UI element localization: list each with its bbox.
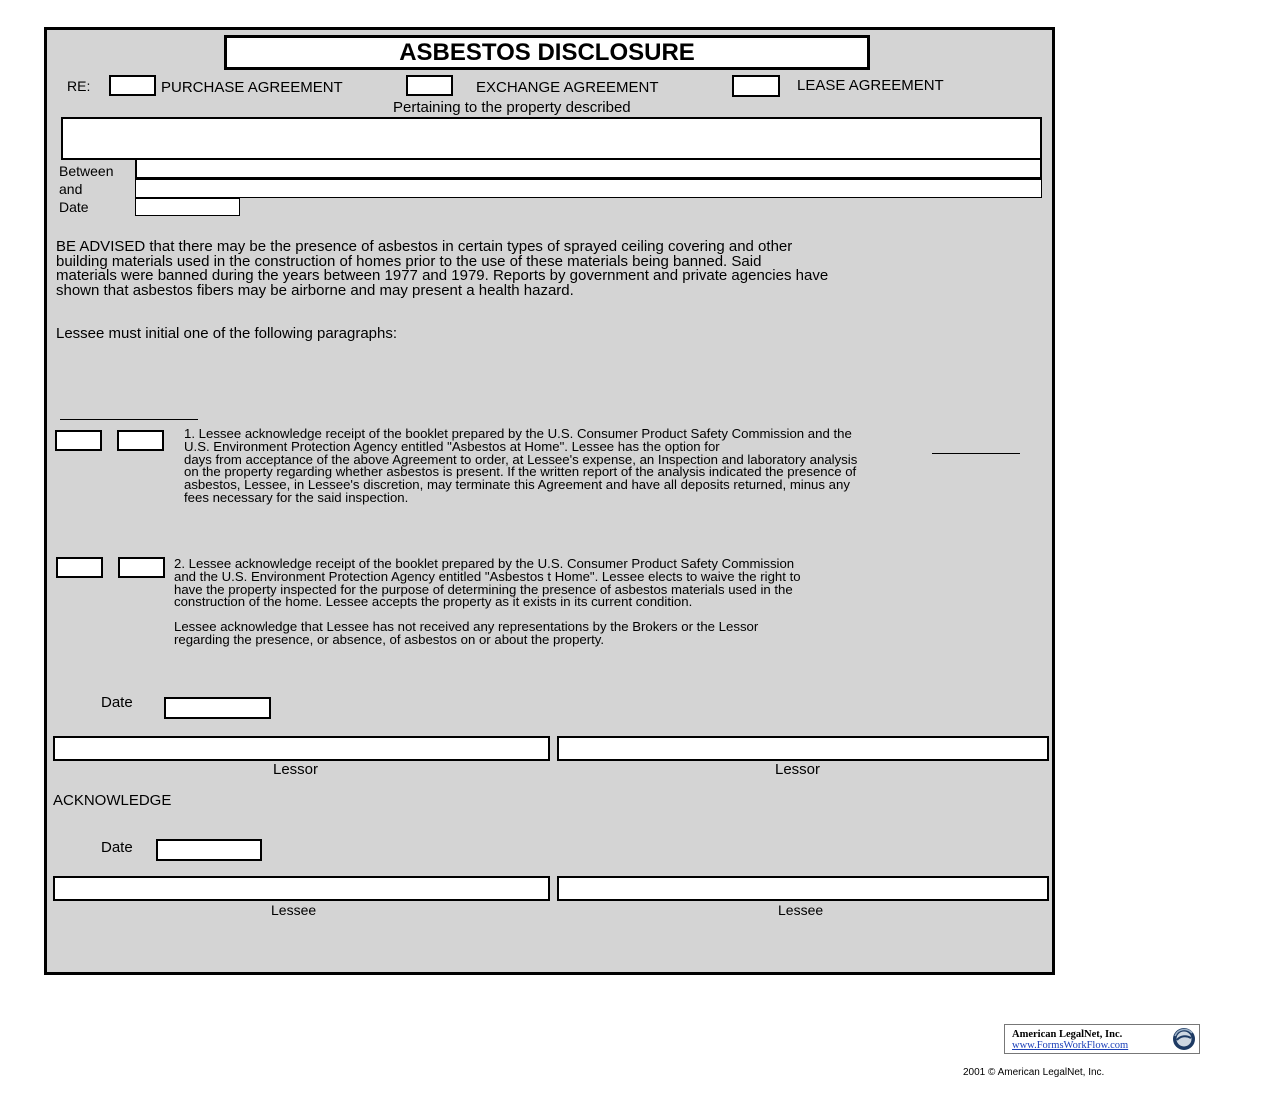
lessee-date-label: Date	[101, 839, 133, 856]
lessor-date-label: Date	[101, 694, 133, 711]
divider-line	[60, 419, 198, 420]
lessee-signature-field-2[interactable]	[557, 876, 1049, 901]
lessee-signature-field-1[interactable]	[53, 876, 550, 901]
paragraph-2-initial-box-a[interactable]	[56, 557, 103, 578]
brand-url-link[interactable]: www.FormsWorkFlow.com	[1012, 1040, 1129, 1051]
paragraph-2-initial-box-b[interactable]	[118, 557, 165, 578]
lease-agreement-checkbox[interactable]	[732, 75, 780, 97]
paragraph-1-initial-box-b[interactable]	[117, 430, 164, 451]
paragraph-3-text: Lessee acknowledge that Lessee has not received any representations by the Brokers or the Lessor regarding the presence, or absence, of asbestos on or about the property.	[174, 619, 759, 647]
purchase-agreement-label: PURCHASE AGREEMENT	[161, 79, 343, 96]
globe-icon	[1172, 1027, 1196, 1051]
lessor-label-1: Lessor	[273, 761, 319, 778]
exchange-agreement-checkbox[interactable]	[406, 75, 453, 96]
paragraph-2-text: 2. Lessee acknowledge receipt of the booklet prepared by the U.S. Consumer Product Safety Commission and the U.S. Environment Protection Agency entitled "Asbestos t Home". Lessee elects to waive the right to have the property inspected for the purpose of determining the presence of asbestos materials used in the construction of the home. Lessee accepts the property as it exists in its current condition.	[174, 556, 801, 610]
american-legalnet-logo[interactable]	[1004, 1024, 1200, 1054]
paragraph-1-text: 1. Lessee acknowledge receipt of the booklet prepared by the U.S. Consumer Product Safety Commission and the U.S. Environment Protection Agency entitled "Asbestos at Home". Lessee has the option for days from acceptance of the above Agreement to order, at Lessee's expense, an Inspection and laboratory analysis on the property regarding whether asbestos is present. If the written report of the analysis indicated the presence of asbestos, Lessee, in Lessee's discretion, may terminate this Agreement and have all deposits returned, minus any fees necessary for the said inspection.	[184, 426, 858, 505]
between-label: Between	[59, 163, 114, 179]
copyright-text: 2001 © American LegalNet, Inc.	[963, 1067, 1105, 1078]
re-label: RE:	[67, 78, 91, 94]
date-label: Date	[59, 199, 89, 215]
and-party-field[interactable]	[135, 179, 1042, 198]
acknowledge-heading: ACKNOWLEDGE	[53, 792, 172, 809]
date-field[interactable]	[135, 198, 240, 216]
initial-instruction: Lessee must initial one of the following paragraphs:	[56, 325, 398, 342]
form-title: ASBESTOS DISCLOSURE	[224, 35, 870, 70]
lessor-signature-field-2[interactable]	[557, 736, 1049, 761]
option-days-blank[interactable]	[932, 453, 1020, 454]
and-label: and	[59, 181, 83, 197]
purchase-agreement-checkbox[interactable]	[109, 75, 156, 96]
lessor-date-field[interactable]	[164, 697, 271, 719]
exchange-agreement-label: EXCHANGE AGREEMENT	[476, 79, 659, 96]
between-party-field[interactable]	[135, 158, 1042, 179]
pertaining-label: Pertaining to the property described	[393, 99, 631, 116]
brand-name: American LegalNet, Inc.	[1012, 1029, 1123, 1040]
paragraph-1-initial-box-a[interactable]	[55, 430, 102, 451]
advisory-paragraph: BE ADVISED that there may be the presence of asbestos in certain types of sprayed ceiling covering and other building materials used in the construction of homes prior to the use of these materials being banned. Said materials were banned during the years between 1977 and 1979. Reports by government and private agencies have shown that asbestos fibers may be airborne and may present a health hazard.	[56, 238, 829, 299]
lessee-label-1: Lessee	[271, 902, 317, 918]
lease-agreement-label: LEASE AGREEMENT	[797, 77, 944, 94]
lessee-label-2: Lessee	[778, 902, 824, 918]
lessee-date-field[interactable]	[156, 839, 262, 861]
lessor-label-2: Lessor	[775, 761, 821, 778]
property-description-field[interactable]	[61, 117, 1042, 160]
lessor-signature-field-1[interactable]	[53, 736, 550, 761]
